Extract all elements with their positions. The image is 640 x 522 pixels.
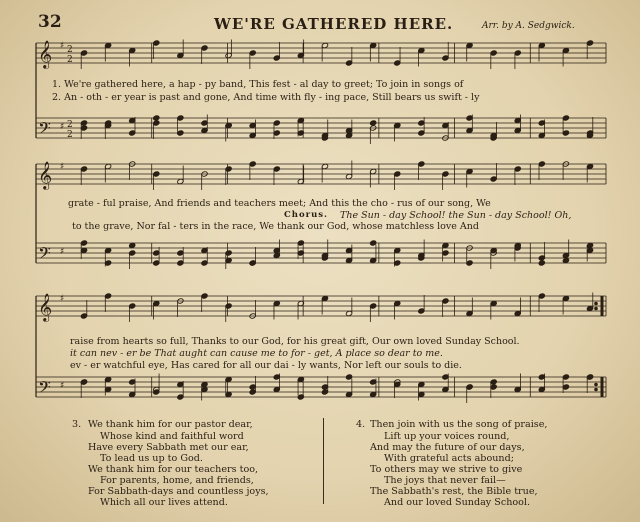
verse-line: And may the future of our days, — [370, 442, 525, 453]
chorus-lyric: it can nev - er be That aught can cause me to for - get, A place so dear to me. — [70, 348, 443, 359]
repeat-dot — [595, 302, 598, 305]
key-signature-sharp: ♯ — [60, 381, 65, 391]
hymn-title: WE'RE GATHERED HERE. — [214, 15, 454, 33]
key-signature-sharp: ♯ — [60, 247, 65, 257]
verse-line: Have every Sabbath met our ear, — [88, 442, 249, 453]
notehead — [538, 260, 545, 266]
lyric-line: to the grave, Nor fal - ters in the race, We thank our God, whose matchless love And — [72, 221, 479, 232]
notehead — [153, 389, 160, 395]
bass-clef: 𝄢 — [38, 118, 51, 142]
lyric-line: raise from hearts so full, Thanks to our God, for his great gift, Our own loved Sunday School. — [70, 336, 520, 347]
verse-line: For Sabbath-days and countless joys, — [88, 486, 269, 497]
bass-clef: 𝄢 — [38, 377, 51, 401]
notehead — [153, 115, 160, 121]
verse-line: With grateful acts abound; — [384, 453, 514, 464]
key-signature-sharp: ♯ — [60, 122, 65, 132]
notehead — [586, 374, 593, 380]
notehead — [80, 379, 87, 385]
lyric-line: grate - ful praise, And friends and teachers meet; And this the cho - rus of our song, We — [68, 198, 491, 209]
notehead — [249, 260, 256, 266]
repeat-dot — [595, 388, 598, 391]
verse-line: Whose kind and faithful word — [100, 431, 244, 442]
treble-clef: 𝄞 — [38, 293, 53, 321]
verse-line: The Sabbath's rest, the Bible true, — [370, 486, 538, 497]
arranger-credit: Arr. by A. Sedgwick. — [482, 21, 575, 31]
page-number: 32 — [38, 12, 62, 32]
verse-line: We thank him for our teachers too, — [88, 464, 259, 475]
treble-clef: 𝄞 — [38, 161, 53, 189]
verse-line: For parents, home, and friends, — [100, 475, 254, 486]
key-signature-sharp: ♯ — [60, 294, 65, 304]
chorus-label: Chorus. — [284, 210, 329, 220]
treble-clef: 𝄞 — [38, 40, 53, 68]
lyric-line: 1. We're gathered here, a hap - py band, This fest - al day to greet; To join in songs of — [52, 79, 464, 90]
verse-number: 4. — [356, 419, 366, 430]
key-signature-sharp: ♯ — [60, 162, 65, 172]
repeat-dot — [595, 307, 598, 310]
notehead — [370, 120, 377, 126]
time-signature: 2 — [67, 45, 73, 55]
repeat-dot — [595, 383, 598, 386]
column-divider — [323, 418, 324, 504]
verse-line: The joys that never fail— — [384, 475, 506, 486]
time-signature: 2 — [67, 55, 73, 65]
lyric-line: ev - er watchful eye, Has cared for all our dai - ly wants, Nor left our souls to die. — [70, 360, 462, 371]
bass-clef: 𝄢 — [38, 243, 51, 267]
verse-line: We thank him for our pastor dear, — [88, 419, 253, 430]
time-signature: 2 — [67, 120, 73, 130]
chorus-lyric: The Sun - day School! the Sun - day School! Oh, — [340, 210, 572, 221]
verse-line: Then join with us the song of praise, — [370, 419, 548, 430]
key-signature-sharp: ♯ — [60, 41, 65, 51]
notehead — [466, 384, 473, 390]
verse-number: 3. — [72, 419, 82, 430]
verse-line: To lead us up to God. — [100, 453, 203, 464]
time-signature: 2 — [67, 130, 73, 140]
verse-line: Which all our lives attend. — [100, 497, 228, 508]
verse-line: Lift up your voices round, — [384, 431, 510, 442]
verse-line: To others may we strive to give — [370, 464, 523, 475]
verse-line: And our loved Sunday School. — [384, 497, 531, 508]
lyric-line: 2. An - oth - er year is past and gone, And time with fly - ing pace, Still bears us swift - ly — [52, 92, 480, 103]
